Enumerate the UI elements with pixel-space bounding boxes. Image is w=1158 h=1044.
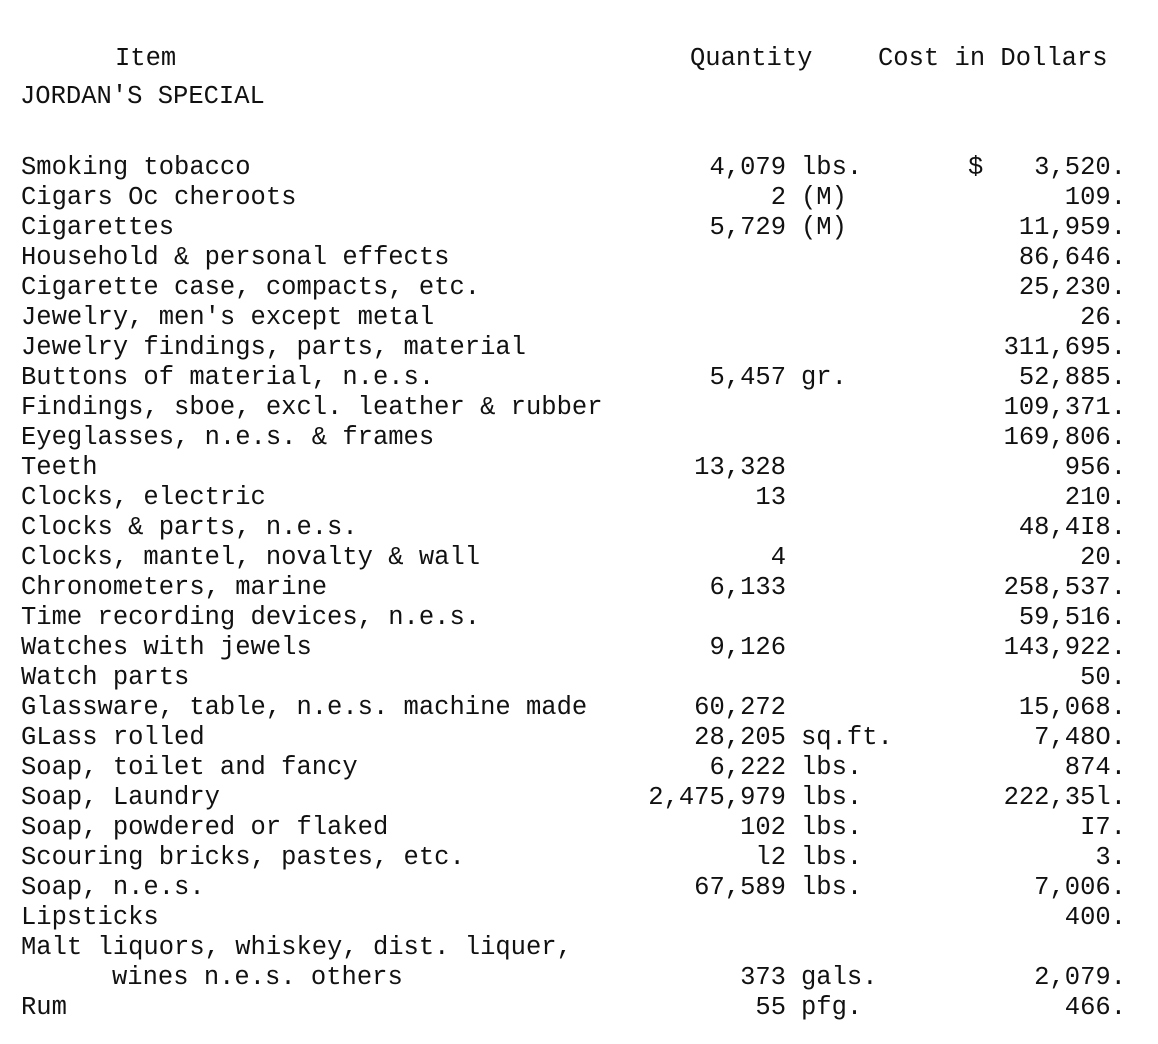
table-row xyxy=(0,993,1158,1023)
row-quantity: l2 xyxy=(755,843,786,872)
row-cost: 169,806. xyxy=(1003,423,1126,452)
row-unit: lbs. xyxy=(801,843,863,872)
row-item-name: Malt liquors, whiskey, dist. liquer, xyxy=(21,933,572,962)
column-header-cost: Cost in Dollars xyxy=(878,44,1108,73)
table-row xyxy=(0,873,1158,903)
table-row xyxy=(0,183,1158,213)
row-item-name: Cigars Oc cheroots xyxy=(21,183,297,212)
row-unit: lbs. xyxy=(801,153,863,182)
row-item-name: Household & personal effects xyxy=(21,243,450,272)
table-row xyxy=(0,633,1158,663)
table-row xyxy=(0,273,1158,303)
row-cost: 874. xyxy=(1064,753,1126,782)
row-cost: 466. xyxy=(1064,993,1126,1022)
row-item-name: Clocks, mantel, novalty & wall xyxy=(21,543,481,572)
row-cost: 48,4I8. xyxy=(1018,513,1126,542)
row-unit: (M) xyxy=(801,213,847,242)
row-item-name: Lipsticks xyxy=(21,903,159,932)
row-cost: 109,371. xyxy=(1003,393,1126,422)
row-unit: lbs. xyxy=(801,783,863,812)
row-cost: 7,48O. xyxy=(1034,723,1126,752)
row-cost: 109. xyxy=(1064,183,1126,212)
row-item-name: Teeth xyxy=(21,453,98,482)
row-item-name: Watch parts xyxy=(21,663,190,692)
row-cost: 7,006. xyxy=(1034,873,1126,902)
row-dollar-sign: $ xyxy=(968,153,984,182)
row-cost: 210. xyxy=(1064,483,1126,512)
table-row xyxy=(0,243,1158,273)
table-row xyxy=(0,453,1158,483)
row-unit: gr. xyxy=(801,363,847,392)
row-cost: 3,520. xyxy=(1034,153,1126,182)
row-item-name: Soap, powdered or flaked xyxy=(21,813,389,842)
table-row xyxy=(0,723,1158,753)
row-cost: 2,079. xyxy=(1034,963,1126,992)
row-cost: 52,885. xyxy=(1018,363,1126,392)
row-item-name: Scouring bricks, pastes, etc. xyxy=(21,843,465,872)
row-quantity: 13,328 xyxy=(694,453,786,482)
row-unit: gals. xyxy=(801,963,878,992)
row-quantity: 2,475,979 xyxy=(648,783,786,812)
row-cost: 20. xyxy=(1080,543,1126,572)
table-row xyxy=(0,393,1158,423)
table-row xyxy=(0,153,1158,183)
section-title: JORDAN'S SPECIAL xyxy=(20,82,265,111)
table-row xyxy=(0,783,1158,813)
row-cost: 400. xyxy=(1064,903,1126,932)
row-unit: lbs. xyxy=(801,813,863,842)
row-item-name: Cigarette case, compacts, etc. xyxy=(21,273,481,302)
column-header-item: Item xyxy=(115,44,177,73)
row-cost: 86,646. xyxy=(1018,243,1126,272)
table-row xyxy=(0,963,1158,993)
row-quantity: 4 xyxy=(770,543,786,572)
row-unit: (M) xyxy=(801,183,847,212)
table-row xyxy=(0,513,1158,543)
row-unit: lbs. xyxy=(801,873,863,902)
row-cost: 311,695. xyxy=(1003,333,1126,362)
row-cost: 11,959. xyxy=(1018,213,1126,242)
row-cost: 143,922. xyxy=(1003,633,1126,662)
row-cost: 956. xyxy=(1064,453,1126,482)
row-cost: 50. xyxy=(1080,663,1126,692)
table-row xyxy=(0,213,1158,243)
row-item-name: wines n.e.s. others xyxy=(112,963,403,992)
table-row xyxy=(0,543,1158,573)
column-header-quantity: Quantity xyxy=(690,44,813,73)
table-row xyxy=(0,663,1158,693)
table-row xyxy=(0,423,1158,453)
row-quantity: 6,222 xyxy=(709,753,786,782)
row-unit: sq.ft. xyxy=(801,723,893,752)
row-item-name: GLass rolled xyxy=(21,723,205,752)
row-item-name: Clocks & parts, n.e.s. xyxy=(21,513,358,542)
row-quantity: 6,133 xyxy=(709,573,786,602)
table-row xyxy=(0,303,1158,333)
row-cost: 25,230. xyxy=(1018,273,1126,302)
table-row xyxy=(0,843,1158,873)
row-item-name: Clocks, electric xyxy=(21,483,266,512)
row-cost: I7. xyxy=(1080,813,1126,842)
table-row xyxy=(0,333,1158,363)
item-list xyxy=(0,153,1158,1023)
table-row xyxy=(0,363,1158,393)
row-cost: 26. xyxy=(1080,303,1126,332)
row-cost: 3. xyxy=(1095,843,1126,872)
row-quantity: 2 xyxy=(770,183,786,212)
table-row xyxy=(0,483,1158,513)
row-quantity: 4,079 xyxy=(709,153,786,182)
table-row xyxy=(0,603,1158,633)
row-quantity: 5,457 xyxy=(709,363,786,392)
row-cost: 59,516. xyxy=(1018,603,1126,632)
row-quantity: 9,126 xyxy=(709,633,786,662)
row-unit: pfg. xyxy=(801,993,863,1022)
row-item-name: Time recording devices, n.e.s. xyxy=(21,603,481,632)
row-item-name: Soap, n.e.s. xyxy=(21,873,205,902)
row-item-name: Glassware, table, n.e.s. machine made xyxy=(21,693,588,722)
row-unit: lbs. xyxy=(801,753,863,782)
row-item-name: Jewelry, men's except metal xyxy=(21,303,435,332)
row-item-name: Cigarettes xyxy=(21,213,175,242)
row-quantity: 55 xyxy=(755,993,786,1022)
row-item-name: Findings, sboe, excl. leather & rubber xyxy=(21,393,603,422)
table-row xyxy=(0,813,1158,843)
row-quantity: 102 xyxy=(740,813,786,842)
row-item-name: Smoking tobacco xyxy=(21,153,251,182)
row-quantity: 67,589 xyxy=(694,873,786,902)
row-quantity: 13 xyxy=(755,483,786,512)
row-cost: 15,068. xyxy=(1018,693,1126,722)
row-item-name: Watches with jewels xyxy=(21,633,312,662)
row-item-name: Eyeglasses, n.e.s. & frames xyxy=(21,423,435,452)
table-row xyxy=(0,573,1158,603)
row-quantity: 60,272 xyxy=(694,693,786,722)
row-quantity: 373 xyxy=(740,963,786,992)
row-cost: 222,35l. xyxy=(1003,783,1126,812)
row-item-name: Soap, Laundry xyxy=(21,783,220,812)
row-item-name: Buttons of material, n.e.s. xyxy=(21,363,435,392)
row-cost: 258,537. xyxy=(1003,573,1126,602)
row-item-name: Rum xyxy=(21,993,67,1022)
table-row xyxy=(0,933,1158,963)
row-quantity: 28,205 xyxy=(694,723,786,752)
table-row xyxy=(0,693,1158,723)
table-row xyxy=(0,753,1158,783)
row-item-name: Soap, toilet and fancy xyxy=(21,753,358,782)
row-item-name: Jewelry findings, parts, material xyxy=(21,333,526,362)
table-row xyxy=(0,903,1158,933)
row-quantity: 5,729 xyxy=(709,213,786,242)
row-item-name: Chronometers, marine xyxy=(21,573,328,602)
